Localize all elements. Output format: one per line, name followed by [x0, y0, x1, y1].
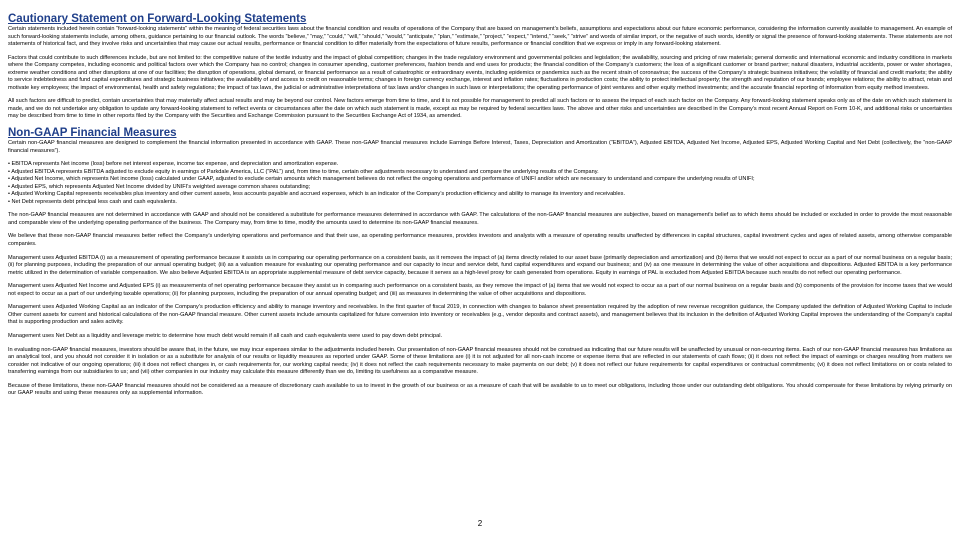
page-number: 2 [477, 519, 483, 528]
forward-looking-paragraph-1: Certain statements included herein contain “forward-looking statements” within the meaning of federal securities laws about the financial condition and results of operations of the Company that are based on management’s beliefs, assumptions and expectations about our future economic performance, considering the information currently available to management. An example of such forward-looking statements include, among others, guidance pertaining to our financial outlook. The words “believe,” “may,” “could,” “will,” “should,” “would,” “anticipate,” “plan,” “estimate,” “project,” “expect,” “intend,” “seek,” “strive” and words of similar import, or the negative of such words, identify or signal the presence of forward-looking statements. These statements are not statements of historical fact, and they involve risks and uncertainties that may cause our actual results, performance or financial condition to differ materially from the expectations of future results, performance or financial condition that we express or imply in any forward-looking statement. [8, 26, 952, 48]
non-gaap-paragraph-6: Management uses Net Debt as a liquidity and leverage metric to determine how much debt would remain if all cash and cash equivalents were used to pay down debt principal. [8, 332, 443, 339]
non-gaap-definitions-list [8, 161, 952, 206]
non-gaap-intro: Certain non-GAAP financial measures are designed to complement the financial information presented in accordance with GAAP. These non-GAAP financial measures include Earnings Before Interest, Taxes, Depreciation and Amortization (“EBITDA”), Adjusted EBITDA, Adjusted Net Income, Adjusted EPS, Adjusted Working Capital and Net Debt (collectively, the “non-GAAP financial measures”). [8, 140, 952, 154]
list-item: • Adjusted Net Income, which represents Net income (loss) calculated under GAAP, adjusted to exclude certain amounts which management believes do not reflect the ongoing operations and performance of UNIFI and/or which are necessary to understand and compare the underlying results of UNIFI; [8, 176, 755, 183]
non-gaap-paragraph-8: Because of these limitations, these non-GAAP financial measures should not be considered as a measure of discretionary cash available to us to invest in the growth of our business or as a measure of cash that will be available to us to meet our obligations, including those under our outstanding debt obligations. You should compensate for these limitations by relying primarily on our GAAP results and using these measures only as supplemental information. [8, 382, 952, 397]
forward-looking-section [8, 26, 952, 121]
non-gaap-section [8, 140, 952, 398]
list-item: • Adjusted EPS, which represents Adjusted Net Income divided by UNIFI’s weighted average common shares outstanding; [8, 183, 311, 190]
list-item: • Net Debt represents debt principal less cash and cash equivalents. [8, 198, 177, 205]
non-gaap-paragraph-7: In evaluating non-GAAP financial measures, investors should be aware that, in the future, we may incur expenses similar to the adjustments included herein. Our presentation of non-GAAP financial measures should not be construed as indicating that our future results will be unaffected by unusual or non-recurring items. Each of our non-GAAP financial measures has limitations as an analytical tool, and you should not consider it in isolation or as a substitute for analysis of our results or liquidity measures as reported under GAAP. Some of these limitations are (i) it is not adjusted for all non-cash income or expense items that are reflected in our statements of cash flows; (ii) it does not reflect the impact of earnings or charges resulting from matters we consider not indicative of our ongoing operations; (iii) it does not reflect changes in, or cash requirements for, our working capital needs; (iv) it does not reflect the cash requirements necessary to make payments on our debt; (v) it does not reflect our future requirements for capital expenditures or contractual commitments; (vi) it does not reflect limitations on or costs related to transferring earnings from our subsidiaries to us; and (vii) other companies in our industry may calculate this measure differently than we do, limiting its usefulness as a comparative measure. [8, 346, 952, 376]
forward-looking-heading: Cautionary Statement on Forward-Looking Statements [8, 13, 307, 25]
non-gaap-paragraph-2: We believe that these non-GAAP financial measures better reflect the Company’s underlying operations and performance and that their use, as operating performance measures, provides investors and analysts with a measure of operating results unaffected by differences in capital structures, capital investment cycles and ages of related assets, among otherwise comparable companies. [8, 233, 952, 248]
non-gaap-paragraph-1: The non-GAAP financial measures are not determined in accordance with GAAP and should not be considered a substitute for performance measures determined in accordance with GAAP. The calculations of the non-GAAP financial measures are subjective, based on management’s belief as to which items should be included or excluded in order to provide the most reasonable and comparable view of the underlying operating performance of the business. The Company may, from time to time, modify the amounts used to determine its non-GAAP financial measures. [8, 212, 952, 226]
non-gaap-paragraph-3: Management uses Adjusted EBITDA (i) as a measurement of operating performance because it assists us in comparing our operating performance on a consistent basis, as it removes the impact of (a) items directly related to our asset base (primarily depreciation and amortization) and (b) items that we would not expect to occur as a part of our normal business on a regular basis; (ii) for planning purposes, including the preparation of our annual operating budget; (iii) as a valuation measure for evaluating our operating performance and our capacity to incur and service debt, fund capital expenditures and expand our business; and (iv) as one measure in determining the value of other acquisitions and dispositions. Adjusted EBITDA is a key performance metric utilized in the determination of variable compensation. We also believe Adjusted EBITDA is an appropriate supplemental measure of debt service capacity, because it serves as a high-level proxy for cash generated from operations. Equity in earnings of PAL is excluded from Adjusted EBITDA because such results do not reflect our operating performance. [8, 254, 952, 276]
list-item: • Adjusted EBITDA represents EBITDA adjusted to exclude equity in earnings of Parkdale America, LLC (“PAL”) and, from time to time, certain other adjustments necessary to understand and compare the underlying results of the Company. [8, 168, 599, 175]
list-item: • EBITDA represents Net income (loss) before net interest expense, income tax expense, and depreciation and amortization expense. [8, 161, 339, 168]
non-gaap-heading: Non-GAAP Financial Measures [8, 127, 177, 140]
list-item: • Adjusted Working Capital represents receivables plus inventory and other current assets, less accounts payable and accrued expenses, which is an indicator of the Company’s production efficiency and ability to manage its inventory and receivables. [8, 191, 625, 198]
forward-looking-paragraph-3: All such factors are difficult to predict, contain uncertainties that may materially affect actual results and may be beyond our control. New factors emerge from time to time, and it is not possible for management to predict all such factors or to assess the impact of each such factor on the Company. Any forward-looking statement speaks only as of the date on which such statement is made, and we do not undertake any obligation to update any forward-looking statement to reflect events or circumstances after the date on which such statement is made, except as may be required by federal securities laws. The above and other risks and uncertainties are described in the Company’s most recent Annual Report on Form 10-K, and additional risks or uncertainties may be described from time to time in other reports filed by the Company with the Securities and Exchange Commission pursuant to the Securities Exchange Act of 1934, as amended. [8, 98, 952, 120]
non-gaap-paragraph-4: Management uses Adjusted Net Income and Adjusted EPS (i) as measurements of net operating performance because they assist us in comparing such performance on a consistent basis, as they remove the impact of (a) items that we would not expect to occur as a part of our normal business on a regular basis and (b) components of the provision for income taxes that we would not expect to occur as a part of our underlying taxable operations; (ii) for planning purposes, including the preparation of our annual operating budget; and (iii) as measures in determining the value of other acquisitions and dispositions. [8, 283, 952, 297]
forward-looking-paragraph-2: Factors that could contribute to such differences include, but are not limited to: the competitive nature of the textile industry and the impact of global competition; changes in the trade regulatory environment and governmental policies and legislation; the availability, sourcing and pricing of raw materials; general domestic and international economic and industry conditions in markets where the Company competes, including economic and political factors over which the Company has no control; changes in consumer spending, customer preferences, fashion trends and end uses for products; the financial condition of the Company’s customers; the loss of a significant customer or brand partner; natural disasters, industrial accidents, power or water shortages, extreme weather conditions and other disruptions at one of our facilities; the disruption of operations, global demand, or financial performance as a result of catastrophic or extraordinary events, including epidemics or pandemics such as the recent strain of coronavirus; the success of the Company’s strategic business initiatives; the volatility of financial and credit markets; the ability to service indebtedness and fund capital expenditures and strategic business initiatives; the availability of and access to credit on reasonable terms; changes in foreign currency exchange, interest and inflation rates; fluctuations in production costs; the ability to protect intellectual property; the strength and reputation of our brands; employee relations; the ability to attract, retain and motivate key employees; the impact of environmental, health and safety regulations; the impact of tax laws, the judicial or administrative interpretations of tax laws and/or changes in such laws or interpretations; the operating performance of joint ventures and other equity method investments; and the accurate financial reporting of information from equity method investees. [8, 54, 952, 91]
non-gaap-paragraph-5: Management uses Adjusted Working Capital as an indicator of the Company’s production efficiency and ability to manage inventory and receivables. In the first quarter of fiscal 2019, in connection with changes to balance sheet presentation required by the adoption of new revenue recognition guidance, the Company updated the definition of Adjusted Working Capital to include Other current assets for current and historical calculations of the non-GAAP financial measure. Other current assets include amounts capitalized for future conversion into inventory or receivables (e.g., vendor deposits and contract assets), and management believes that its inclusion in the definition of Adjusted Working Capital improves the understanding of the Company’s capital that is supporting production and sales activity. [8, 304, 952, 326]
